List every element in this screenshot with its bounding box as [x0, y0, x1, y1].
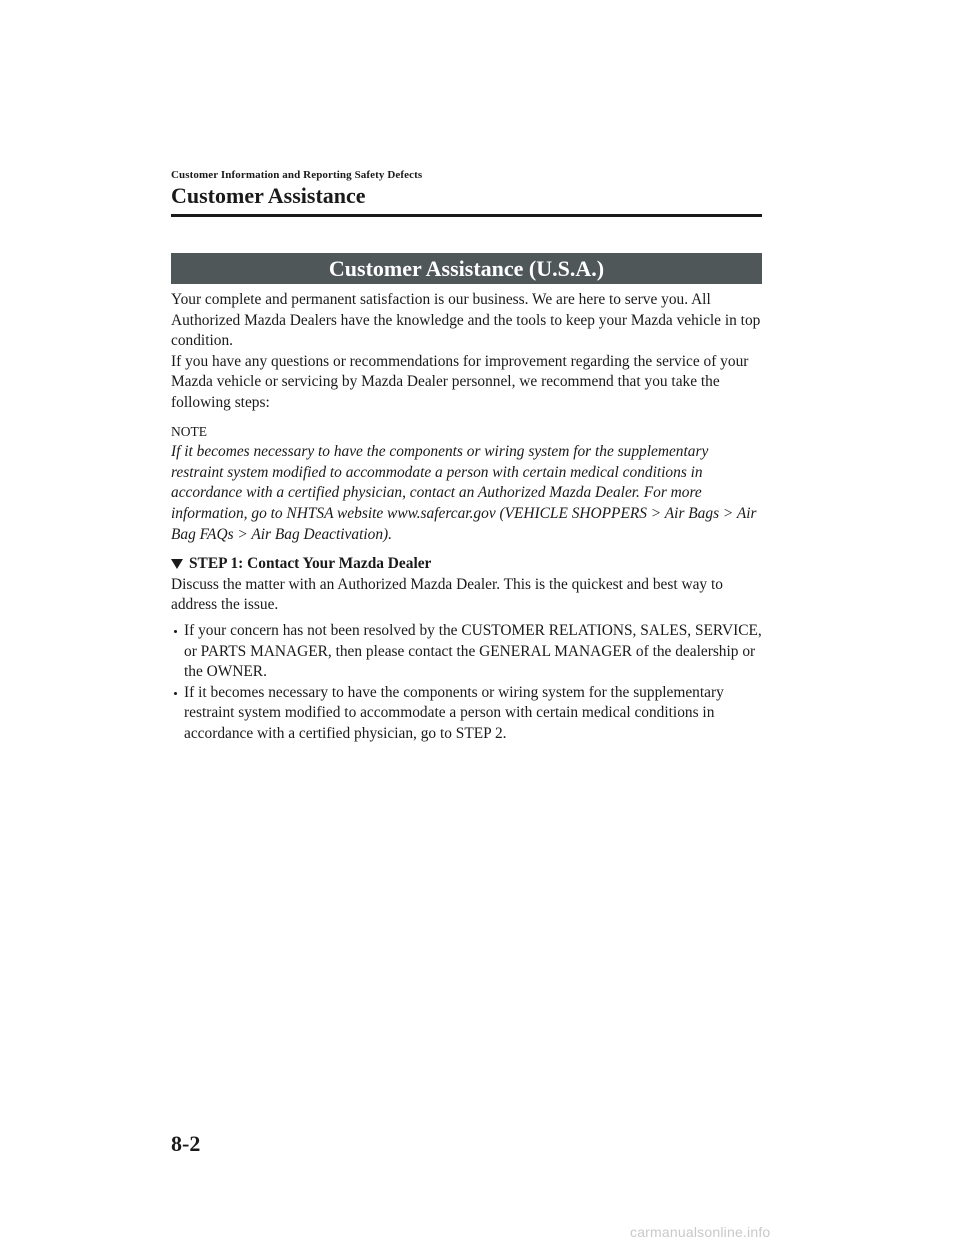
watermark: carmanualsonline.info — [630, 1224, 771, 1240]
page-number: 8-2 — [171, 1131, 201, 1156]
intro-paragraph: If you have any questions or recommendations for improvement regarding the service of your Mazda vehicle or servicing by Mazda Dealer personnel, we recommend that you take the following steps: — [171, 352, 749, 411]
triangle-down-icon — [171, 559, 183, 569]
page-content — [171, 290, 762, 744]
intro-paragraph: Your complete and permanent satisfaction is our business. We are here to serve you. All Authorized Mazda Dealers have the knowledge and the tools to keep your Mazda vehicle in top condition. — [171, 291, 761, 350]
list-item-text: If your concern has not been resolved by the CUSTOMER RELATIONS, SALES, SERVICE, or PARTS MANAGER, then please contact the GENERAL MANAGER of the dealership or the OWNER. — [184, 621, 762, 681]
subsection-banner — [171, 253, 762, 284]
note-label: NOTE — [171, 423, 207, 439]
intro-section — [171, 290, 762, 414]
running-head: Customer Information and Reporting Safety Defects — [171, 169, 423, 181]
bullet-icon — [174, 692, 177, 695]
bullet-icon — [174, 630, 177, 633]
step-1-body: Discuss the matter with an Authorized Mazda Dealer. This is the quickest and best way to address the issue. — [171, 575, 723, 614]
step-1-heading — [171, 554, 762, 575]
list-item — [171, 683, 762, 745]
note-text: If it becomes necessary to have the components or wiring system for the supplementary restraint system modified to accommodate a person with certain medical conditions in accordance with a certified physician, contact an Authorized Mazda Dealer. For more information, go to NHTSA website www.safercar.gov (VEHICLE SHOPPERS > Air Bags > Air Bag FAQs > Air Bag Deactivation). — [171, 443, 757, 543]
list-item — [171, 621, 762, 683]
section-title: Customer Assistance — [171, 183, 366, 208]
list-item-text: If it becomes necessary to have the components or wiring system for the supplementary restraint system modified to accommodate a person with certain medical conditions in accordance with a certified physician, go to STEP 2. — [184, 683, 724, 742]
title-divider — [171, 214, 762, 217]
step-1-bullet-list — [171, 621, 762, 745]
banner-title: Customer Assistance (U.S.A.) — [328, 256, 605, 281]
step-1-heading-text: STEP 1: Contact Your Mazda Dealer — [189, 555, 432, 573]
note-block — [171, 422, 762, 546]
